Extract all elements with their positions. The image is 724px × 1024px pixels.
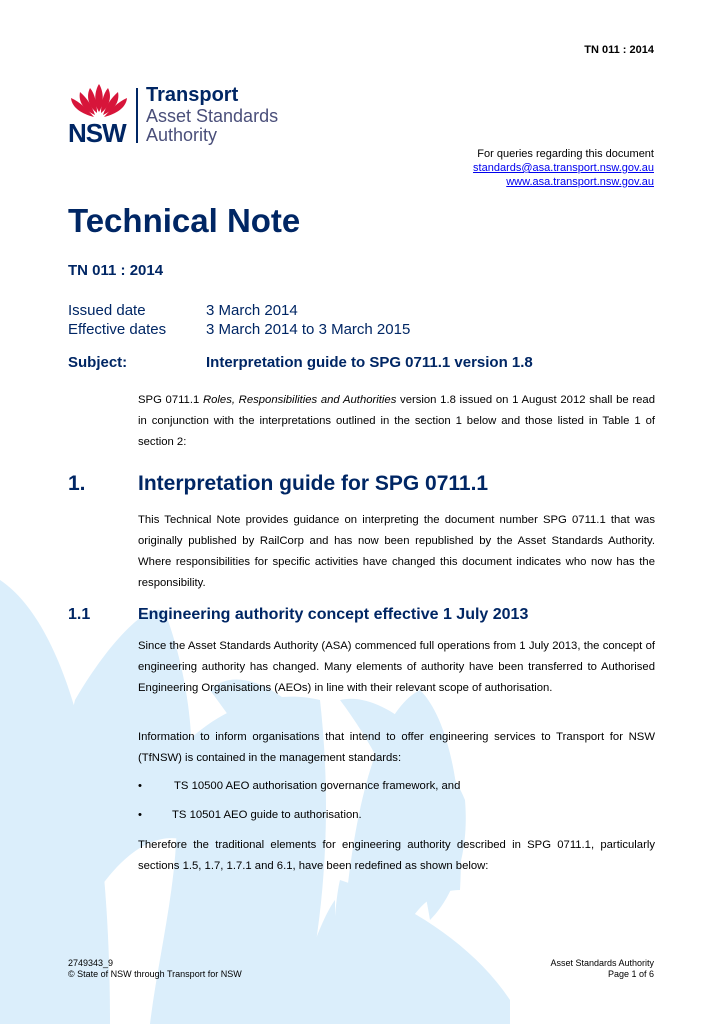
intro-paragraph: [138, 390, 655, 453]
contact-block: [473, 147, 654, 189]
section-1-body: This Technical Note provides guidance on interpreting the document number SPG 0711.1 that was originally published by RailCorp and has now been republished by the Asset Standards Authority. Where responsibilities for specific activities have changed this document indicates who now has the responsibility.: [138, 514, 655, 589]
effective-dates-row: [68, 321, 410, 338]
section-1-1-para-1: Since the Asset Standards Authority (ASA) commenced full operations from 1 July 2013, the concept of engineering authority has changed. Many elements of authority have been transferred to Authorised Engineering Organisations (AEOs) in line with their relevant scope of authorisation.: [138, 640, 655, 694]
footer-copyright: © State of NSW through Transport for NSW: [68, 969, 242, 979]
issued-date-value: 3 March 2014: [206, 302, 298, 319]
section-1-number: 1.: [68, 472, 86, 495]
footer-left: [68, 958, 242, 980]
section-1-1-heading: [68, 606, 528, 624]
page-title: Technical Note: [68, 202, 301, 239]
issued-date-row: [68, 302, 298, 319]
bullet-text: TS 10500 AEO authorisation governance framework, and: [174, 780, 461, 792]
footer-right: [550, 958, 654, 980]
subject-row: [68, 354, 533, 371]
intro-suffix: version 1.8 issued on 1 August 2012 shall be read in conjunction with the interpretations outlined in the section 1 below and those listed in Table 1 of section 2:: [138, 394, 655, 448]
intro-italic-title: Roles, Responsibilities and Authorities: [202, 394, 397, 406]
footer-page-number: Page 1 of 6: [607, 969, 654, 979]
waratah-icon: [68, 82, 130, 118]
bullet-item: [138, 809, 362, 821]
logo-nsw-text: NSW: [68, 118, 126, 148]
email-link[interactable]: standards@asa.transport.nsw.gov.au: [473, 162, 654, 174]
transport-nsw-logo: [68, 82, 298, 148]
header-doc-code: TN 011 : 2014: [584, 44, 654, 56]
bullet-icon: •: [138, 809, 142, 821]
footer-org: Asset Standards Authority: [550, 958, 654, 968]
logo-divider: [136, 88, 138, 143]
section-1-1-para-2: Information to inform organisations that intend to offer engineering services to Transport for NSW (TfNSW) is contained in the management standards:: [138, 731, 655, 764]
effective-dates-label: Effective dates: [68, 321, 167, 338]
logo-transport: Transport: [146, 84, 239, 106]
website-link[interactable]: www.asa.transport.nsw.gov.au: [506, 176, 654, 188]
section-1-heading: [68, 472, 488, 496]
contact-intro: For queries regarding this document: [477, 148, 654, 160]
intro-prefix: SPG 0711.1: [138, 394, 203, 406]
logo-authority: Authority: [146, 125, 218, 145]
bullet-item: [138, 780, 460, 792]
section-1-1-number: 1.1: [68, 606, 91, 623]
issued-date-label: Issued date: [68, 302, 146, 319]
bullet-text: TS 10501 AEO guide to authorisation.: [172, 809, 362, 821]
effective-dates-value: 3 March 2014 to 3 March 2015: [206, 321, 411, 338]
bullet-icon: •: [138, 780, 142, 792]
subject-value: Interpretation guide to SPG 0711.1 version 1.8: [206, 354, 533, 371]
document-code: TN 011 : 2014: [68, 262, 164, 279]
footer-doc-id: 2749343_9: [68, 958, 114, 968]
section-1-1-para-3: Therefore the traditional elements for engineering authority described in SPG 0711.1, particularly sections 1.5, 1.7, 1.7.1 and 6.1, have been redefined as shown below:: [138, 839, 655, 872]
section-1-1-title: Engineering authority concept effective 1 July 2013: [138, 606, 529, 623]
logo-asset-standards: Asset Standards: [146, 106, 279, 126]
subject-label: Subject:: [68, 354, 128, 371]
section-1-title: Interpretation guide for SPG 0711.1: [138, 472, 489, 495]
